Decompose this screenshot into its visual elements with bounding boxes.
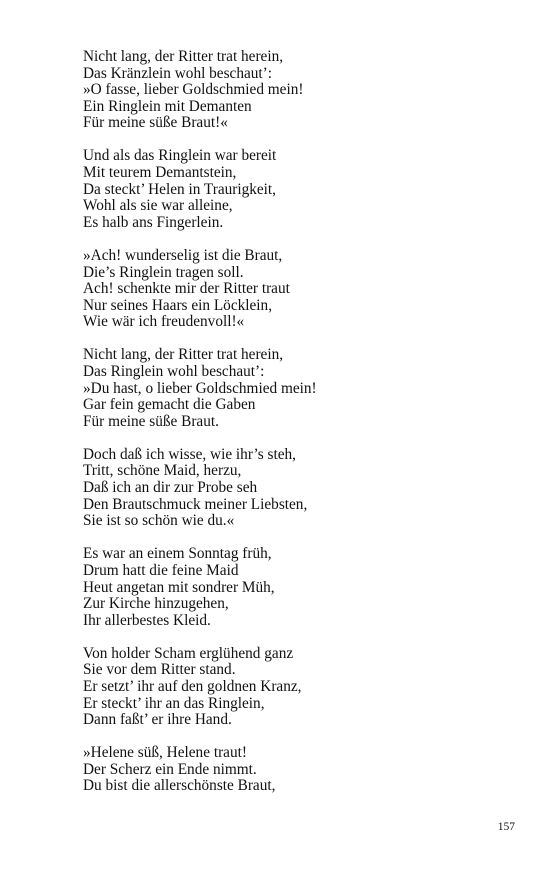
poem-line: Ach! schenkte mir der Ritter traut (83, 280, 290, 298)
poem-line: Es halb ans Fingerlein. (83, 213, 224, 231)
poem-line: Das Ringlein wohl beschaut’: (83, 363, 265, 380)
stanza-1 (83, 49, 523, 132)
stanza-6 (83, 546, 523, 629)
poem-line: Zur Kirche hinzugehen, (83, 595, 229, 613)
poem-line: Tritt, schöne Maid, herzu, (83, 462, 242, 480)
stanza-4 (83, 347, 523, 430)
poem-line: Doch daß ich wisse, wie ihr’s steh, (83, 445, 296, 463)
poem-line: Es war an einem Sonntag früh, (83, 545, 272, 563)
poem-line: Sie ist so schön wie du.« (83, 512, 235, 530)
poem-line: Wie wär ich freudenvoll!« (83, 313, 245, 331)
page-number: 157 (497, 821, 515, 833)
stanza-5 (83, 447, 523, 530)
poem-line: »Helene süß, Helene traut! (83, 744, 247, 762)
stanza-3 (83, 248, 523, 331)
poem-line: Für meine süße Braut!« (83, 114, 228, 132)
poem-line: Für meine süße Braut. (83, 412, 219, 430)
poem-line: Nicht lang, der Ritter trat herein, (83, 48, 284, 65)
stanza-8 (83, 745, 523, 795)
poem-line: Da steckt’ Helen in Traurigkeit, (83, 180, 277, 198)
poem-line: »Du hast, o lieber Goldschmied mein! (83, 379, 317, 397)
poem-line: Mit teurem Demantstein, (83, 164, 237, 182)
poem-line: Und als das Ringlein war bereit (83, 147, 277, 165)
poem-line: Den Brautschmuck meiner Liebsten, (83, 495, 308, 513)
poem-line: Ein Ringlein mit Demanten (83, 97, 252, 115)
poem-line: Von holder Scham erglühend ganz (83, 644, 294, 662)
poem-line: Er setzt’ ihr auf den goldnen Kranz, (83, 678, 302, 695)
poem-line: »Ach! wunderselig ist die Braut, (83, 246, 283, 264)
poem-line: Das Kränzlein wohl beschaut’: (83, 64, 273, 82)
poem-line: Er steckt’ ihr an das Ringlein, (83, 694, 265, 712)
poem-line: Der Scherz ein Ende nimmt. (83, 760, 257, 778)
poem-line: Drum hatt die feine Maid (83, 561, 239, 579)
poem-line: Wohl als sie war alleine, (83, 197, 233, 215)
poem-line: Heut angetan mit sondrer Müh, (83, 578, 275, 596)
stanza-2 (83, 148, 523, 231)
poem-line: Nicht lang, der Ritter trat herein, (83, 346, 284, 364)
poem-line: Daß ich an dir zur Probe seh (83, 479, 258, 497)
poem-text (83, 49, 523, 812)
stanza-7 (83, 646, 523, 729)
poem-line: Du bist die allerschönste Braut, (83, 777, 276, 795)
poem-line: Sie vor dem Ritter stand. (83, 661, 236, 679)
poem-line: Gar fein gemacht die Gaben (83, 396, 256, 414)
poem-line: »O fasse, lieber Goldschmied mein! (83, 81, 304, 99)
poem-line: Die’s Ringlein tragen soll. (83, 263, 244, 281)
poem-line: Dann faßt’ er ihre Hand. (83, 711, 232, 729)
poem-line: Ihr allerbestes Kleid. (83, 611, 211, 629)
poem-line: Nur seines Haars ein Löcklein, (83, 296, 273, 314)
